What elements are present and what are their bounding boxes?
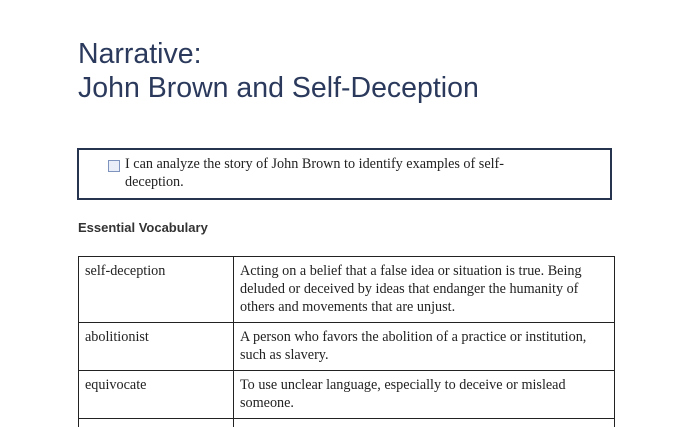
- vocabulary-definition: A person who favors the abolition of a practice or institution, such as slavery.: [234, 323, 615, 371]
- page-title-line-2: John Brown and Self-Deception: [78, 71, 479, 105]
- vocabulary-definition: Acting on a belief that a false idea or situation is true. Being deluded or deceived by ideas that endanger the humanity of others and movements that are unjust.: [234, 257, 615, 323]
- page-title-line-1: Narrative:: [78, 37, 479, 71]
- vocabulary-definition-cut-off: [234, 419, 615, 427]
- objective-checkbox[interactable]: [108, 160, 120, 172]
- vocabulary-term: equivocate: [79, 371, 234, 419]
- objective-text: I can analyze the story of John Brown to identify examples of self-deception.: [125, 156, 545, 191]
- vocabulary-table: [78, 256, 615, 427]
- vocabulary-row: [79, 323, 615, 371]
- vocabulary-term: abolitionist: [79, 323, 234, 371]
- vocabulary-row: [79, 371, 615, 419]
- vocabulary-term-cut-off: [79, 419, 234, 427]
- page-title: [78, 37, 479, 105]
- vocabulary-row: [79, 257, 615, 323]
- vocabulary-definition: To use unclear language, especially to deceive or mislead someone.: [234, 371, 615, 419]
- vocabulary-row-partial: [79, 419, 615, 427]
- vocabulary-term: self-deception: [79, 257, 234, 323]
- vocabulary-heading: Essential Vocabulary: [78, 220, 208, 235]
- learning-objective-box: [77, 148, 612, 200]
